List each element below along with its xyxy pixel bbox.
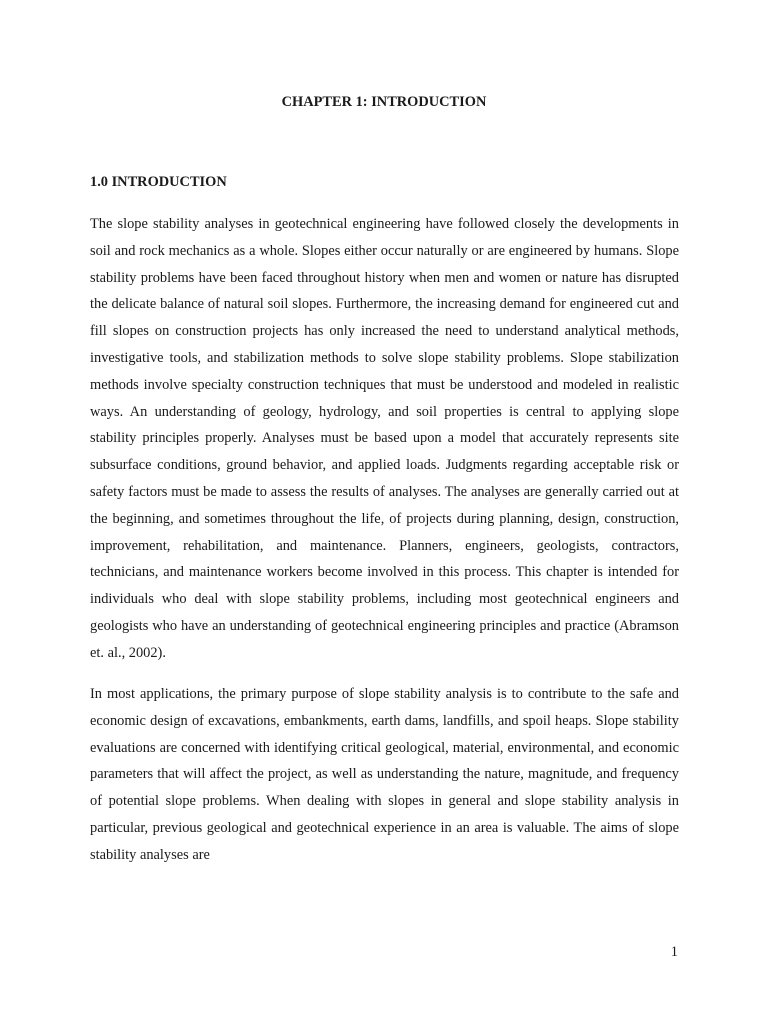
body-paragraph-1: The slope stability analyses in geotechnical engineering have followed closely the developments in soil and rock mechanics as a whole. Slopes either occur naturally or are engineered by humans. Slope stability problems have been faced throughout history when men and women or nature has disrupted the delicate balance of natural soil slopes. Furthermore, the increasing demand for engineered cut and fill slopes on construction projects has only increased the need to understand analytical methods, investigative tools, and stabilization methods to solve slope stability problems. Slope stabilization methods involve specialty construction techniques that must be understood and modeled in realistic ways. An understanding of geology, hydrology, and soil properties is central to applying slope stability principles properly. Analyses must be based upon a model that accurately represents site subsurface conditions, ground behavior, and applied loads. Judgments regarding acceptable risk or safety factors must be made to assess the results of analyses. The analyses are generally carried out at the beginning, and sometimes throughout the life, of projects during planning, design, construction, improvement, rehabilitation, and maintenance. Planners, engineers, geologists, contractors, technicians, and maintenance workers become involved in this process. This chapter is intended for individuals who deal with slope stability problems, including most geotechnical engineers and geologists who have an understanding of geotechnical engineering principles and practice (Abramson et. al., 2002). — [90, 216, 679, 661]
body-paragraph-2: In most applications, the primary purpose of slope stability analysis is to contribute to the safe and economic design of excavations, embankments, earth dams, landfills, and spoil heaps. Slope stability evaluations are concerned with identifying critical geological, material, environmental, and economic parameters that will affect the project, as well as understanding the nature, magnitude, and frequency of potential slope problems. When dealing with slopes in general and slope stability analysis in particular, previous geological and geotechnical experience in an area is valuable. The aims of slope stability analyses are — [90, 686, 679, 863]
chapter-title: CHAPTER 1: INTRODUCTION — [281, 94, 487, 110]
section-heading: 1.0 INTRODUCTION — [90, 174, 227, 190]
page-number: 1 — [670, 944, 678, 960]
